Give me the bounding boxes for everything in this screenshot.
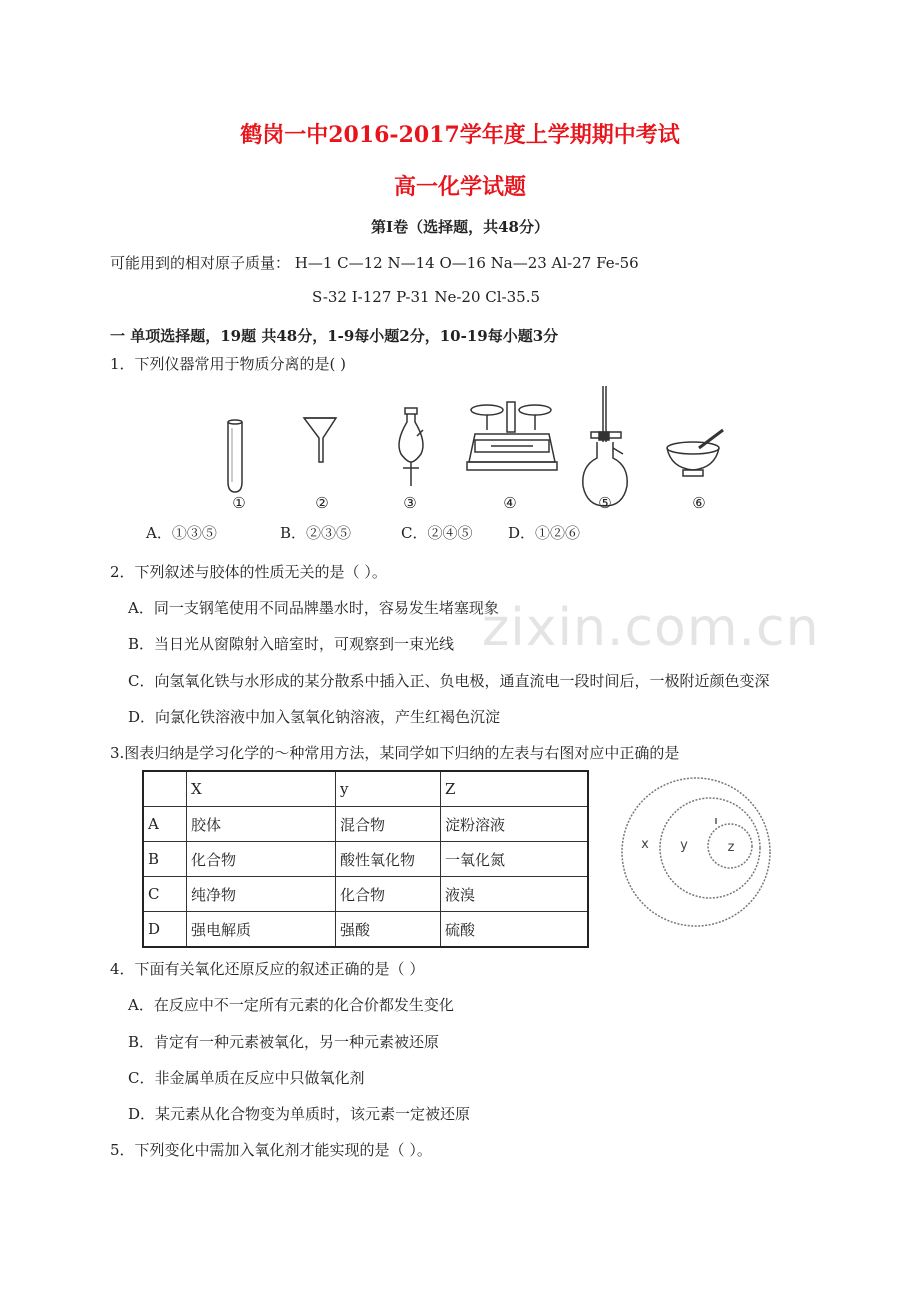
q4-option-d: D．某元素从化合物变为单质时，该元素一定被还原 — [128, 1105, 471, 1123]
venn-label-x: x — [641, 837, 649, 852]
middle-circle-y — [660, 798, 760, 898]
test-tube-icon — [228, 420, 242, 492]
exam-title: 鹤岗一中2016-2017学年度上学期期中考试 — [240, 122, 680, 148]
table-cell: 一氧化氮 — [441, 842, 589, 877]
table-cell: X — [187, 771, 336, 807]
q2-option-c: C．向氢氧化铁与水形成的某分散系中插入正、负电极，通直流电一段时间后，一极附近颜色变深 — [128, 672, 770, 690]
atomic-masses-line2: S-32 I-127 P-31 Ne-20 Cl-35.5 — [312, 288, 541, 306]
separatory-funnel-icon — [399, 408, 423, 486]
distillation-flask-icon — [583, 386, 627, 506]
table-cell: 化合物 — [187, 842, 336, 877]
table-cell: 强电解质 — [187, 912, 336, 948]
table-cell: y — [336, 771, 441, 807]
table-cell: C — [143, 877, 187, 912]
q2-option-d: D．向氯化铁溶液中加入氢氧化钠溶液，产生红褐色沉淀 — [128, 708, 501, 726]
part-title: 一 单项选择题，19题 共48分，1-9每小题2分，10-19每小题3分 — [110, 327, 559, 345]
table-row — [143, 877, 588, 912]
q3-stem: 3.图表归纳是学习化学的～种常用方法，某同学如下归纳的左表与右图对应中正确的是 — [110, 744, 680, 762]
q1-option-c: C．②④⑤ — [401, 524, 473, 542]
section-title: 第Ⅰ卷（选择题，共48分） — [371, 218, 549, 236]
q2-option-a: A．同一支钢笔使用不同品牌墨水时，容易发生堵塞现象 — [128, 599, 499, 617]
table-cell: 混合物 — [336, 807, 441, 842]
table-row — [143, 842, 588, 877]
table-cell: 硫酸 — [441, 912, 589, 948]
table-cell: 液溴 — [441, 877, 589, 912]
table-cell: D — [143, 912, 187, 948]
q4-option-c: C．非金属单质在反应中只做氧化剂 — [128, 1069, 365, 1087]
table-cell: 纯净物 — [187, 877, 336, 912]
venn-label-z: z — [727, 840, 735, 855]
table-row — [143, 807, 588, 842]
apparatus-label-6: ⑥ — [692, 494, 706, 512]
venn-label-y: y — [680, 838, 688, 853]
table-cell: Z — [441, 771, 589, 807]
table-cell: 酸性氧化物 — [336, 842, 441, 877]
q1-option-b: B．②③⑤ — [280, 524, 352, 542]
q4-stem: 4．下面有关氧化还原反应的叙述正确的是（ ） — [110, 960, 425, 978]
apparatus-label-3: ③ — [403, 494, 417, 512]
apparatus-label-1: ① — [232, 494, 246, 512]
table-cell: 胶体 — [187, 807, 336, 842]
table-header-row — [143, 771, 588, 807]
q2-stem: 2．下列叙述与胶体的性质无关的是（ ）。 — [110, 563, 387, 581]
q4-option-b: B．肯定有一种元素被氧化，另一种元素被还原 — [128, 1033, 440, 1051]
q1-option-a: A．①③⑤ — [146, 524, 217, 542]
atomic-masses-line1: 可能用到的相对原子质量： H—1 C—12 N—14 O—16 Na—23 Al-27 Fe-56 — [110, 254, 639, 272]
table-row — [143, 912, 588, 948]
apparatus-label-4: ④ — [503, 494, 517, 512]
table-cell: 淀粉溶液 — [441, 807, 589, 842]
apparatus-label-2: ② — [315, 494, 329, 512]
evaporating-dish-icon — [667, 430, 723, 476]
q1-option-d: D．①②⑥ — [508, 524, 581, 542]
q5-stem: 5．下列变化中需加入氧化剂才能实现的是（ ）。 — [110, 1141, 432, 1159]
exam-subtitle: 高一化学试题 — [393, 174, 526, 200]
funnel-icon — [304, 418, 336, 462]
apparatus-figure — [205, 382, 745, 514]
q3-table — [142, 770, 589, 948]
apparatus-label-5: ⑤ — [598, 494, 612, 512]
q4-option-a: A．在反应中不一定所有元素的化合价都发生变化 — [128, 996, 454, 1014]
table-cell: 化合物 — [336, 877, 441, 912]
balance-icon — [467, 402, 557, 470]
watermark: zixin.com.cn — [482, 598, 820, 658]
table-cell: B — [143, 842, 187, 877]
q2-option-b: B．当日光从窗隙射入暗室时，可观察到一束光线 — [128, 635, 455, 653]
table-cell: A — [143, 807, 187, 842]
table-cell — [143, 771, 187, 807]
q1-stem: 1．下列仪器常用于物质分离的是( ) — [110, 355, 347, 373]
venn-diagram — [618, 772, 778, 932]
table-cell: 强酸 — [336, 912, 441, 948]
